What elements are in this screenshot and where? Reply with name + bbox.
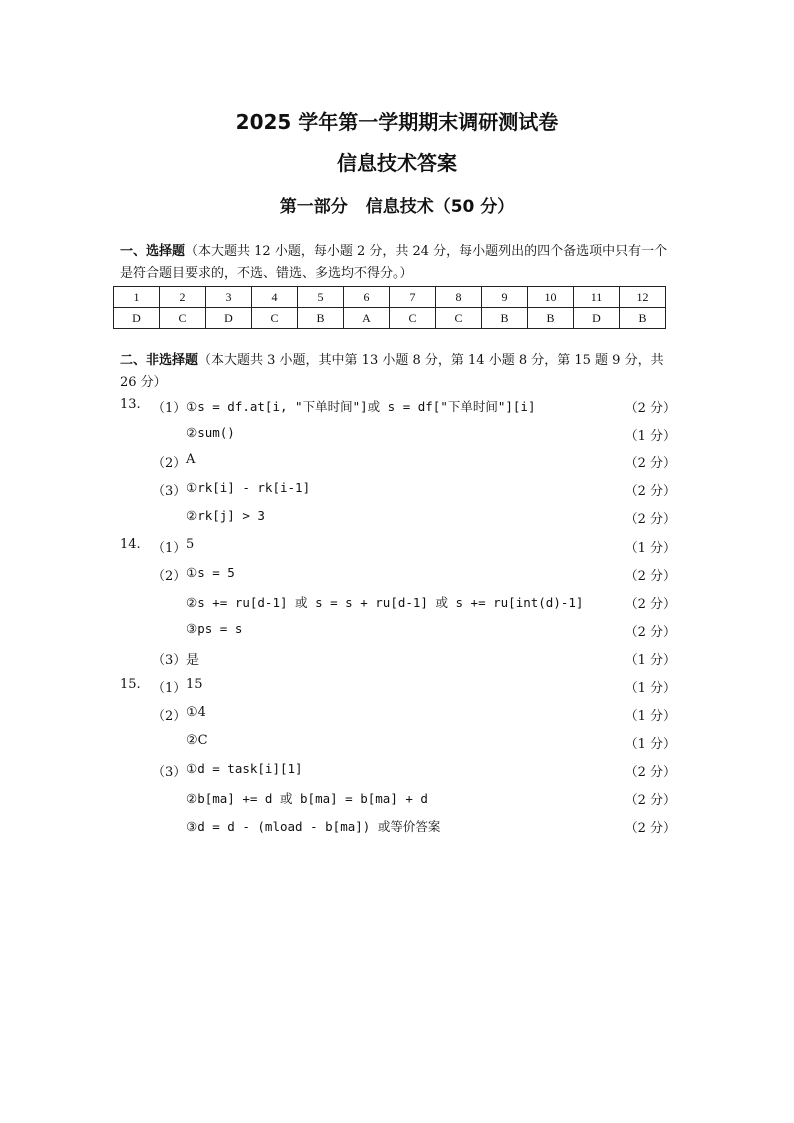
answer-line	[0, 508, 794, 530]
points: （1 分）	[624, 653, 676, 668]
points: （2 分）	[624, 456, 676, 471]
sub-question: （3）	[152, 653, 187, 668]
points: （2 分）	[624, 401, 676, 416]
answer-text: ③ps = s	[186, 621, 243, 636]
points: （1 分）	[624, 681, 676, 696]
points: （2 分）	[624, 625, 676, 640]
answer-text: ②rk[j] > 3	[186, 508, 265, 523]
answer-line	[0, 733, 794, 755]
choice-answer: C	[160, 308, 206, 329]
sub-question: （2）	[152, 709, 187, 724]
sub-question: （3）	[152, 484, 187, 499]
sub-question: （1）	[152, 541, 187, 556]
choice-answer: C	[436, 308, 482, 329]
section1-heading: 一、选择题	[120, 244, 186, 259]
points: （1 分）	[624, 709, 676, 724]
question-number: 10	[528, 287, 574, 308]
sub-question: （2）	[152, 569, 187, 584]
section2-intro	[120, 350, 676, 394]
points: （2 分）	[624, 484, 676, 499]
answer-line	[0, 817, 794, 839]
answer-line	[0, 565, 794, 587]
answer-line	[0, 480, 794, 502]
answer-line	[0, 452, 794, 474]
sub-question: （3）	[152, 765, 187, 780]
answer-line	[0, 761, 794, 783]
question-number: 7	[390, 287, 436, 308]
answer-text: ②C	[186, 733, 208, 748]
section2-heading: 二、非选择题	[120, 353, 199, 368]
section1-intro	[120, 241, 676, 285]
question-number: 3	[206, 287, 252, 308]
question-number: 2	[160, 287, 206, 308]
answer-text: ①d = task[i][1]	[186, 761, 303, 776]
answer-text: ①s = 5	[186, 565, 235, 580]
points: （2 分）	[624, 512, 676, 527]
question-number: 14.	[120, 537, 141, 552]
answer-text: ②b[ma] += d 或 b[ma] = b[ma] + d	[186, 791, 428, 806]
question-number: 15.	[120, 677, 141, 692]
choice-answer: A	[344, 308, 390, 329]
section2-description: （本大题共 3 小题，其中第 13 小题 8 分，第 14 小题 8 分，第 15 题 9 分，共 26 分）	[120, 353, 664, 390]
answer-text: 15	[186, 677, 203, 692]
question-number: 9	[482, 287, 528, 308]
answer-line	[0, 397, 794, 419]
points: （2 分）	[624, 569, 676, 584]
choice-answer: B	[620, 308, 666, 329]
sub-question: （2）	[152, 456, 187, 471]
choice-answer: B	[482, 308, 528, 329]
choice-answer: D	[206, 308, 252, 329]
question-number: 5	[298, 287, 344, 308]
question-number: 12	[620, 287, 666, 308]
answer-text: ③d = d - (mload - b[ma]) 或等价答案	[186, 819, 441, 834]
choice-answer: B	[298, 308, 344, 329]
points: （2 分）	[624, 765, 676, 780]
answer-text: ②s += ru[d-1] 或 s = s + ru[d-1] 或 s += ru[int(d)-1]	[186, 595, 584, 610]
subject-title: 信息技术答案	[337, 151, 457, 175]
choice-answer: C	[390, 308, 436, 329]
answer-text: ②sum()	[186, 425, 235, 440]
answer-line	[0, 621, 794, 643]
answer-text: ①rk[i] - rk[i-1]	[186, 480, 311, 495]
points: （2 分）	[624, 821, 676, 836]
answer-line	[0, 649, 794, 671]
question-number: 1	[114, 287, 160, 308]
exam-title: 2025 学年第一学期期末调研测试卷	[235, 110, 559, 134]
answer-text: ①s = df.at[i, "下单时间"]或 s = df["下单时间"][i]	[186, 399, 536, 414]
sub-question: （1）	[152, 401, 187, 416]
answer-line	[0, 705, 794, 727]
choice-answer: B	[528, 308, 574, 329]
part-label: 第一部分	[279, 197, 348, 217]
question-number: 4	[252, 287, 298, 308]
points: （2 分）	[624, 793, 676, 808]
points: （2 分）	[624, 597, 676, 612]
answer-text: ①4	[186, 705, 206, 720]
answer-line	[0, 677, 794, 699]
question-number-row	[114, 287, 666, 308]
part-subtitle: 信息技术（50 分）	[365, 197, 515, 217]
answer-text: 5	[186, 537, 195, 552]
section1-description: （本大题共 12 小题，每小题 2 分，共 24 分，每小题列出的四个备选项中只有一个是符合题目要求的，不选、错选、多选均不得分。）	[120, 244, 668, 281]
sub-question: （1）	[152, 681, 187, 696]
question-number: 8	[436, 287, 482, 308]
answer-text: A	[186, 452, 196, 467]
answer-text: 是	[186, 653, 200, 668]
answer-line	[0, 593, 794, 615]
answer-line	[0, 537, 794, 559]
question-number: 11	[574, 287, 620, 308]
answer-line	[0, 789, 794, 811]
part-title	[0, 192, 794, 217]
points: （1 分）	[624, 429, 676, 444]
choice-answer: D	[114, 308, 160, 329]
points: （1 分）	[624, 541, 676, 556]
answer-row	[114, 308, 666, 329]
multiple-choice-answer-table	[113, 286, 666, 329]
question-number: 6	[344, 287, 390, 308]
question-number: 13.	[120, 397, 141, 412]
answer-line	[0, 425, 794, 447]
points: （1 分）	[624, 737, 676, 752]
choice-answer: C	[252, 308, 298, 329]
choice-answer: D	[574, 308, 620, 329]
